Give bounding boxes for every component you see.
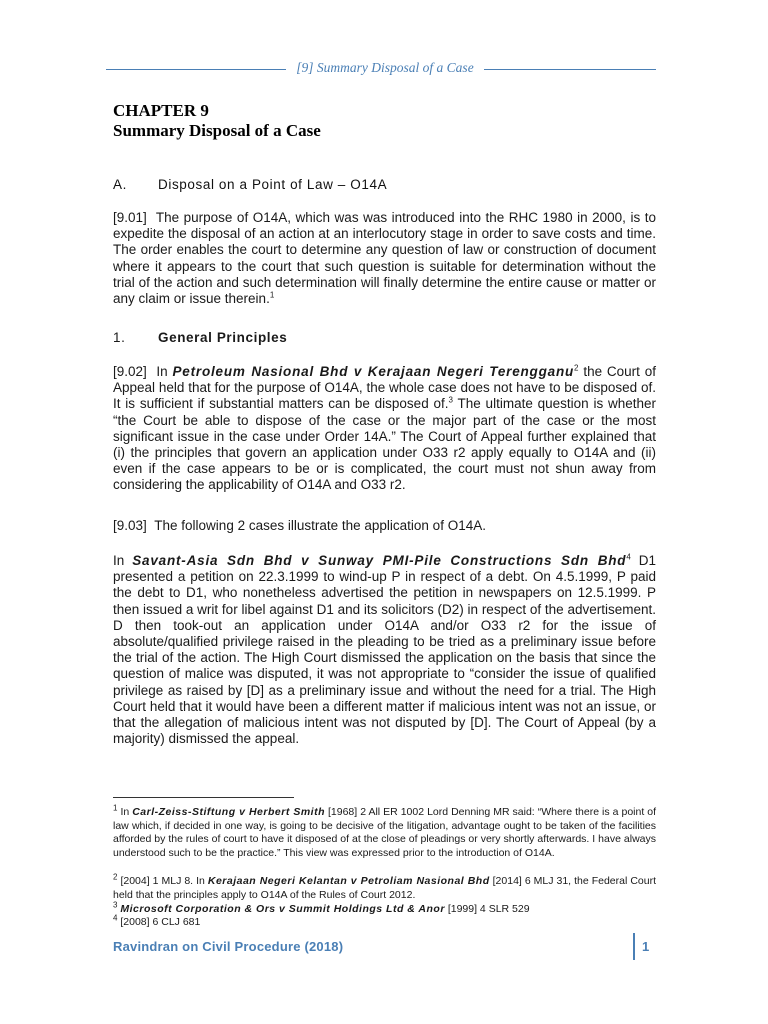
case-name: Carl-Zeiss-Stiftung v Herbert Smith [132, 806, 325, 818]
footnote-text: [2008] 6 CLJ 681 [117, 916, 201, 928]
header-rule-left [106, 69, 286, 70]
paragraph-9-02 [113, 364, 656, 494]
footnote-lead: [2004] 1 MLJ 8. In [117, 875, 208, 887]
paragraph-lead: In [113, 553, 133, 568]
footnote-text: [2014] 6 MLJ 31, the Federal Court held that the principles apply to O14A of the Rules of Court 2012. [113, 875, 656, 901]
section-number: A. [113, 177, 127, 192]
paragraph-text: [9.01] The purpose of O14A, which was was introduced into the RHC 1980 in 2000, is to expedite the disposal of an action at an interlocutory stage in order to save costs and time. The order enables the court to determine any question of law or construction of document where it appears to the court that such question is suitable for determination without the trial of the action and such determination will finally determine the entire cause or matter or any claim or issue therein. [113, 210, 656, 307]
subsection-heading-general-principles [113, 330, 287, 345]
footnote-ref-4[interactable]: 4 [626, 552, 631, 562]
case-name: Petroleum Nasional Bhd v Kerajaan Negeri Terengganu [172, 364, 575, 379]
footnote-ref-3[interactable]: 3 [448, 395, 453, 405]
case-name: Savant-Asia Sdn Bhd v Sunway PMI-Pile Constructions Sdn Bhd [132, 553, 627, 568]
footnote-text: [1968] 2 All ER 1002 Lord Denning MR said: “Where there is a point of law which, if decided in one way, is going to be decisive of the litigation, advantage ought to be taken of the facilities afforded by the rules of court to have it disposed of at the close of pleadings or very shortly afterwards. I have always understood such to be the practice.” This view was expressed prior to the introduction of O14A. [113, 806, 657, 859]
footnote-4 [113, 913, 656, 930]
paragraph-9-01 [113, 210, 656, 307]
paragraph-text-tail: The ultimate question is whether “the Court be able to dispose of the case or the major part of the case or the most significant issue in the case under Order 14A.” The Court of Appeal further explained that (i) the principles that govern an application under O33 r2 apply equally to O14A and (ii) even if the case appears to be or is complicated, the court must not shun away from considering the applicability of O14A and O33 r2. [113, 396, 657, 493]
footnote-ref-2[interactable]: 2 [574, 363, 579, 373]
chapter-title: Summary Disposal of a Case [113, 121, 321, 140]
page-number: 1 [642, 939, 650, 954]
subsection-number: 1. [113, 330, 126, 345]
footnote-lead: In [117, 806, 133, 818]
footnote-number: 2 [113, 872, 118, 882]
footnote-number: 3 [113, 900, 118, 910]
chapter-heading [113, 101, 321, 141]
header-title: [9] Summary Disposal of a Case [296, 60, 474, 75]
footnote-3 [113, 900, 656, 917]
footnote-ref-1[interactable]: 1 [269, 290, 275, 300]
footnote-1 [113, 803, 657, 860]
paragraph-9-03: [9.03] The following 2 cases illustrate the application of O14A. [113, 518, 486, 533]
case-name: Kerajaan Negeri Kelantan v Petroliam Nasional Bhd [207, 875, 490, 887]
footnote-text: [1999] 4 SLR 529 [444, 903, 530, 915]
chapter-number: CHAPTER 9 [113, 101, 209, 120]
header-rule-right [484, 69, 656, 70]
paragraph-text: D1 presented a petition on 22.3.1999 to wind-up P in respect of a debt. On 4.5.1999, P paid the debt to D1, who nonetheless advertised the petition in newspapers on 12.5.1999. P then issued a writ for libel against D1 and its solicitors (D2) in respect of the advertisement. D then took-out an application under O14A and/or O33 r2 for the issue of absolute/qualified privilege raised in the pleading to be tried as a preliminary issue before the trial of the action. The High Court dismissed the application on the basis that since the question of malice was disputed, it was not appropriate to “consider the issue of qualified privilege as raised by [D] as a preliminary issue and without the need for a trial. The High Court held that it would have been a different matter if malicious intent was not an issue, or that the allegation of malicious intent was not disputed by [D]. The Court of Appeal (by a majority) dismissed the appeal. [113, 553, 657, 747]
paragraph-lead: [9.02] In [113, 364, 173, 379]
paragraph-savant-asia [113, 553, 656, 747]
footnote-number: 4 [113, 913, 118, 923]
footer-book-title: Ravindran on Civil Procedure (2018) [113, 939, 344, 954]
running-header [106, 60, 656, 80]
section-title: Disposal on a Point of Law – O14A [158, 177, 388, 192]
footnote-2 [113, 872, 656, 902]
section-heading-a [113, 177, 387, 192]
subsection-title: General Principles [158, 330, 288, 345]
case-name: Microsoft Corporation & Ors v Summit Holdings Ltd & Anor [120, 903, 445, 915]
footer-divider [633, 933, 635, 960]
footnote-separator [113, 797, 294, 798]
paragraph-text: the Court of Appeal held that for the purpose of O14A, the whole case does not have to be disposed of. It is sufficient if substantial matters can be disposed of. [113, 364, 656, 412]
footnote-number: 1 [113, 803, 118, 813]
